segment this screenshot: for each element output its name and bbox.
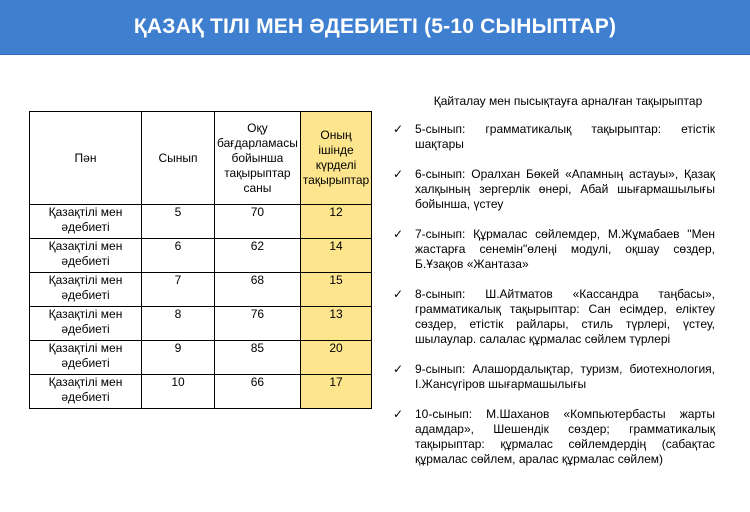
title-banner — [0, 0, 750, 55]
checkmark-icon: ✓ — [393, 167, 404, 181]
cell-grade: 7 — [142, 273, 215, 307]
checkmark-icon: ✓ — [393, 362, 404, 376]
page-title: ҚАЗАҚ ТІЛІ МЕН ӘДЕБИЕТІ (5-10 СЫНЫПТАР) — [133, 15, 617, 38]
cell-grade: 5 — [142, 205, 215, 239]
topic-text: 5-сынып: грамматикалық тақырыптар: етістік шақтары — [415, 122, 715, 151]
cell-subject: Қазақтілі мен әдебиеті — [30, 375, 142, 409]
cell-grade: 6 — [142, 239, 215, 273]
cell-subject: Қазақтілі мен әдебиеті — [30, 273, 142, 307]
table-row — [30, 341, 372, 375]
checkmark-icon: ✓ — [393, 407, 404, 421]
table-row — [30, 205, 372, 239]
cell-subject: Қазақтілі мен әдебиеті — [30, 341, 142, 375]
cell-hard-topics: 13 — [300, 307, 371, 341]
checkmark-icon: ✓ — [393, 122, 404, 136]
table-row — [30, 375, 372, 409]
cell-topic-count: 66 — [215, 375, 301, 409]
header-hard-topics: Оның ішінде күрделі тақырыптар — [300, 112, 371, 205]
list-item — [393, 227, 715, 272]
table-row — [30, 307, 372, 341]
review-topics-list — [393, 122, 715, 467]
cell-subject: Қазақтілі мен әдебиеті — [30, 205, 142, 239]
table-header-row — [30, 112, 372, 205]
cell-grade: 8 — [142, 307, 215, 341]
cell-grade: 9 — [142, 341, 215, 375]
review-topics-panel — [393, 94, 715, 482]
cell-hard-topics: 14 — [300, 239, 371, 273]
cell-topic-count: 68 — [215, 273, 301, 307]
cell-subject: Қазақтілі мен әдебиеті — [30, 307, 142, 341]
header-grade: Сынып — [142, 112, 215, 205]
cell-topic-count: 76 — [215, 307, 301, 341]
header-subject: Пән — [30, 112, 142, 205]
review-topics-heading: Қайталау мен пысықтауға арналған тақырыптар — [433, 94, 703, 108]
table-row — [30, 239, 372, 273]
table-row — [30, 273, 372, 307]
cell-topic-count: 70 — [215, 205, 301, 239]
list-item — [393, 167, 715, 212]
cell-hard-topics: 17 — [300, 375, 371, 409]
subjects-table — [29, 111, 372, 409]
cell-subject: Қазақтілі мен әдебиеті — [30, 239, 142, 273]
topic-text: 9-сынып: Алашордалықтар, туризм, биотехнология, І.Жансүгіров шығармашылығы — [415, 362, 715, 391]
topic-text: 8-сынып: Ш.Айтматов «Кассандра таңбасы», грамматикалық тақырыптар: Сан есімдер, еліктеу сөздер, етістік райлары, стиль түрлері, үстеу, шылаулар. салалас құрмалас сөйлем түрлері — [415, 287, 715, 346]
list-item — [393, 122, 715, 152]
list-item — [393, 287, 715, 347]
topic-text: 10-сынып: М.Шаханов «Компьютербасты жарты адамдар», Шешендік сөздер; грамматикалық тақырыптар: құрмалас сөйлемдердің (сабақтас құрмалас сөйлем, аралас құрмалас сөйлем) — [415, 407, 715, 466]
cell-topic-count: 85 — [215, 341, 301, 375]
cell-hard-topics: 12 — [300, 205, 371, 239]
list-item — [393, 362, 715, 392]
topic-text: 7-сынып: Құрмалас сөйлемдер, М.Жұмабаев "Мен жастарға сенемін"өлеңі модулі, оқшау сөздер, Б.Ұзақов «Жантаза» — [415, 227, 715, 271]
cell-topic-count: 62 — [215, 239, 301, 273]
cell-hard-topics: 15 — [300, 273, 371, 307]
cell-hard-topics: 20 — [300, 341, 371, 375]
topic-text: 6-сынып: Оралхан Бөкей «Апамның астауы», Қазақ халқының зергерлік өнері, Абай шығармашылығы бойынша, үстеу — [415, 167, 715, 211]
checkmark-icon: ✓ — [393, 287, 404, 301]
header-topic-count: Оқу бағдарламасы бойынша тақырыптар саны — [215, 112, 301, 205]
list-item — [393, 407, 715, 467]
checkmark-icon: ✓ — [393, 227, 404, 241]
cell-grade: 10 — [142, 375, 215, 409]
